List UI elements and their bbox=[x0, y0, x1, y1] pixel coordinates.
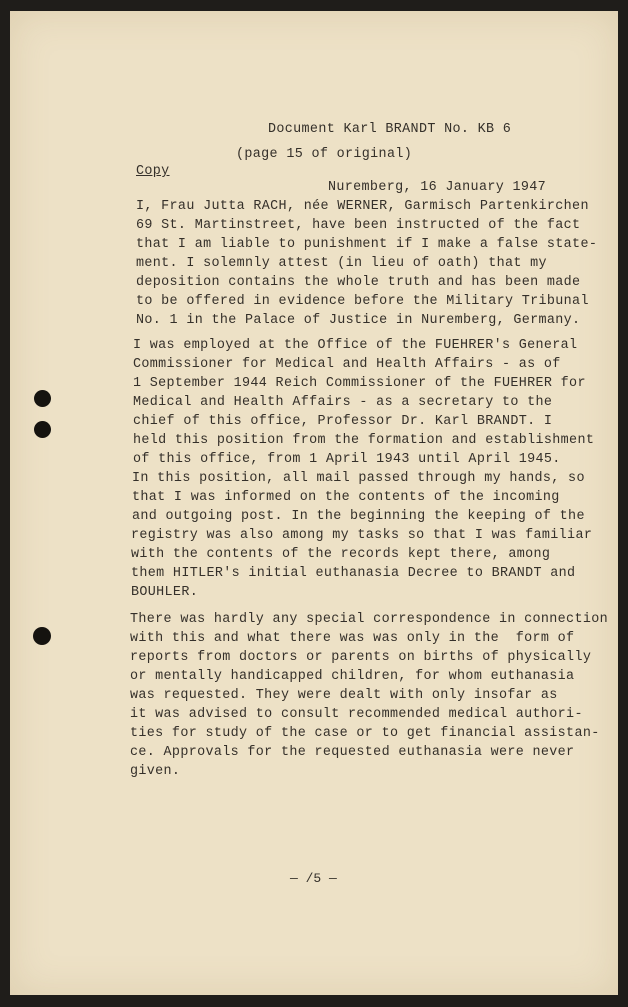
place-date: Nuremberg, 16 January 1947 bbox=[328, 180, 547, 195]
document-header: Document Karl BRANDT No. KB 6 bbox=[268, 122, 512, 137]
paragraph-3-line-5: was requested. They were dealt with only insofar as bbox=[130, 688, 558, 703]
punch-hole-1 bbox=[34, 390, 51, 407]
paragraph-2-line-9: that I was informed on the contents of the incoming bbox=[132, 490, 560, 505]
punch-hole-2 bbox=[34, 421, 51, 438]
document-page bbox=[10, 11, 618, 995]
paragraph-1-line-2: 69 St. Martinstreet, have been instructed of the fact bbox=[136, 218, 581, 233]
paragraph-2-line-6: held this position from the formation and establishment bbox=[133, 433, 595, 448]
paragraph-1-line-4: ment. I solemnly attest (in lieu of oath) that my bbox=[136, 256, 547, 271]
paragraph-3-line-1: There was hardly any special correspondence in connection bbox=[130, 612, 608, 627]
paragraph-2-line-7: of this office, from 1 April 1943 until April 1945. bbox=[133, 452, 561, 467]
paragraph-1-line-5: deposition contains the whole truth and has been made bbox=[136, 275, 581, 290]
paragraph-1-line-3: that I am liable to punishment if I make a false state- bbox=[136, 237, 598, 252]
paragraph-2-line-4: Medical and Health Affairs - as a secretary to the bbox=[133, 395, 553, 410]
page-reference: (page 15 of original) bbox=[236, 147, 413, 162]
paragraph-2-line-14: BOUHLER. bbox=[131, 585, 199, 600]
paragraph-2-line-5: chief of this office, Professor Dr. Karl BRANDT. I bbox=[133, 414, 553, 429]
paragraph-3-line-9: given. bbox=[130, 764, 181, 779]
paragraph-2-line-2: Commissioner for Medical and Health Affairs - as of bbox=[133, 357, 561, 372]
paragraph-2-line-1: I was employed at the Office of the FUEHRER's General bbox=[133, 338, 578, 353]
copy-label: Copy bbox=[136, 164, 170, 179]
paragraph-3-line-8: ce. Approvals for the requested euthanasia were never bbox=[130, 745, 575, 760]
paragraph-1-line-1: I, Frau Jutta RACH, née WERNER, Garmisch Partenkirchen bbox=[136, 199, 589, 214]
paragraph-2-line-3: 1 September 1944 Reich Commissioner of the FUEHRER for bbox=[133, 376, 586, 391]
paragraph-1-line-7: No. 1 in the Palace of Justice in Nuremberg, Germany. bbox=[136, 313, 581, 328]
page-number: — /5 — bbox=[290, 871, 337, 886]
paragraph-3-line-4: or mentally handicapped children, for whom euthanasia bbox=[130, 669, 575, 684]
paragraph-3-line-2: with this and what there was was only in the form of bbox=[130, 631, 575, 646]
paragraph-2-line-13: them HITLER's initial euthanasia Decree to BRANDT and bbox=[131, 566, 576, 581]
paragraph-2-line-10: and outgoing post. In the beginning the keeping of the bbox=[132, 509, 585, 524]
paragraph-2-line-8: In this position, all mail passed through my hands, so bbox=[132, 471, 585, 486]
paragraph-3-line-7: ties for study of the case or to get financial assistan- bbox=[130, 726, 600, 741]
paragraph-1-line-6: to be offered in evidence before the Military Tribunal bbox=[136, 294, 589, 309]
paragraph-2-line-12: with the contents of the records kept there, among bbox=[131, 547, 551, 562]
punch-hole-3 bbox=[33, 627, 51, 645]
paragraph-3-line-6: it was advised to consult recommended medical authori- bbox=[130, 707, 583, 722]
paragraph-3-line-3: reports from doctors or parents on births of physically bbox=[130, 650, 592, 665]
paragraph-2-line-11: registry was also among my tasks so that I was familiar bbox=[131, 528, 593, 543]
